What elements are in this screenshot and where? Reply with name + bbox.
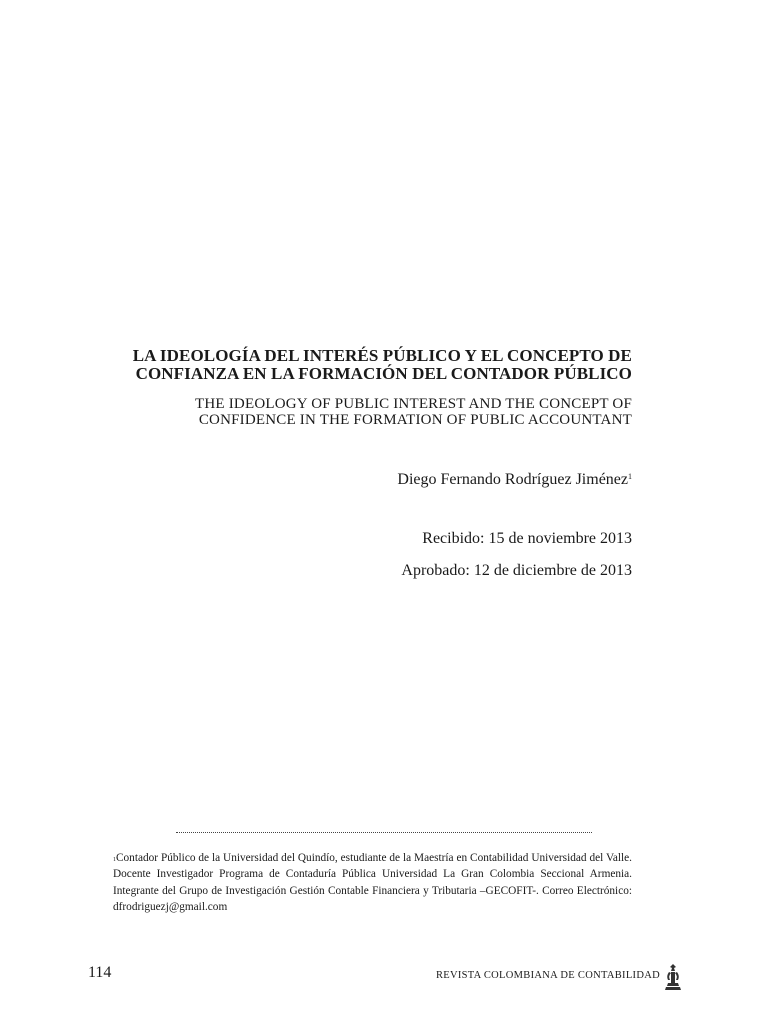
article-title-spanish <box>120 347 632 383</box>
footnote-mark: 1 <box>113 857 116 863</box>
footnote-separator <box>176 832 592 833</box>
author-line <box>397 471 632 489</box>
footnote <box>113 850 632 915</box>
author-footnote-mark: 1 <box>628 472 632 481</box>
footnote-text: Contador Público de la Universidad del Quindío, estudiante de la Maestría en Contabilidad Universidad del Valle. Docente Investigador Programa de Contaduría Pública Universidad La Gran Colombia Seccional Armenia. Integrante del Grupo de Investigación Gestión Contable Financiera y Tributaria –GECOFIT-. Correo Electrónico: dfrodriguezj@gmail.com <box>113 852 632 913</box>
journal-emblem-icon <box>663 962 683 992</box>
article-title-english <box>120 396 632 428</box>
author-name: Diego Fernando Rodríguez Jiménez <box>397 471 628 488</box>
title-es-line-2: CONFIANZA EN LA FORMACIÓN DEL CONTADOR PÚBLICO <box>135 364 632 383</box>
title-es-line-1: LA IDEOLOGÍA DEL INTERÉS PÚBLICO Y EL CONCEPTO DE <box>132 346 632 365</box>
title-en-line-1: THE IDEOLOGY OF PUBLIC INTEREST AND THE CONCEPT OF <box>195 396 632 412</box>
journal-name: REVISTA COLOMBIANA DE CONTABILIDAD <box>435 970 660 981</box>
title-en-line-2: CONFIDENCE IN THE FORMATION OF PUBLIC ACCOUNTANT <box>198 412 632 428</box>
received-date: Recibido: 15 de noviembre 2013 <box>422 530 632 547</box>
page-number: 114 <box>88 964 112 981</box>
approved-date: Aprobado: 12 de diciembre de 2013 <box>401 562 632 579</box>
